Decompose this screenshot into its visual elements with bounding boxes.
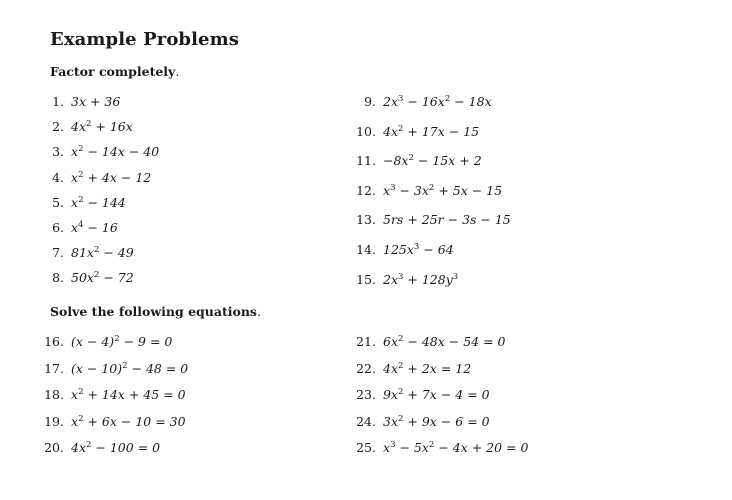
section-heading-factor — [50, 64, 179, 79]
problem-item — [36, 171, 151, 185]
problem-item — [36, 145, 159, 159]
problem-expression: $4x^2 + 17x - 15$ — [383, 123, 480, 139]
section-heading-text: Factor completely — [50, 64, 176, 79]
problem-expression: $6x^2 - 48x - 54 = 0$ — [383, 333, 506, 349]
problem-item — [348, 362, 471, 376]
problem-expression: $x^2 - 144$ — [71, 194, 126, 210]
problem-item — [36, 388, 186, 402]
problem-expression: $x^2 + 6x - 10 = 30$ — [71, 413, 186, 429]
problem-item — [348, 335, 506, 349]
problem-item — [348, 273, 458, 287]
problem-expression: $125x^3 - 64$ — [383, 241, 454, 257]
problem-item — [348, 415, 490, 429]
problem-item — [36, 441, 160, 455]
problem-number: 23. — [356, 387, 376, 403]
problem-number: 6. — [52, 220, 64, 235]
problem-number: 12. — [356, 182, 376, 198]
section-heading-text: Solve the following equations — [50, 304, 257, 319]
problem-item — [348, 154, 482, 168]
problem-item — [36, 415, 186, 429]
problem-number: 13. — [356, 212, 376, 228]
problem-expression: $(x - 10)^2 - 48 = 0$ — [71, 360, 189, 376]
problem-expression: $x^2 + 14x + 45 = 0$ — [71, 387, 186, 403]
problem-number: 20. — [44, 440, 64, 456]
page-title: Example Problems — [50, 29, 239, 50]
problem-expression: $3x^2 + 9x - 6 = 0$ — [383, 413, 490, 429]
problem-number: 25. — [356, 440, 376, 456]
problem-item — [348, 388, 490, 402]
problem-item — [36, 95, 120, 109]
problem-number: 17. — [44, 360, 64, 376]
problem-number: 11. — [356, 153, 376, 169]
problem-expression: 5rs + 25r − 3s − 15 — [383, 212, 511, 228]
problem-expression: $50x^2 - 72$ — [71, 270, 134, 286]
problem-item — [36, 221, 118, 235]
problem-item — [348, 184, 502, 198]
problem-item — [348, 125, 479, 139]
problem-item — [36, 271, 134, 285]
problem-item — [348, 441, 528, 455]
problem-expression: $x^3 - 3x^2 + 5x - 15$ — [383, 182, 503, 198]
problem-number: 7. — [52, 245, 64, 261]
problem-expression: $4x^2 + 2x = 12$ — [383, 360, 472, 376]
problem-expression: 3x + 36 — [71, 94, 121, 109]
problem-expression: $x^3 - 5x^2 - 4x + 20 = 0$ — [383, 440, 529, 456]
problem-expression: $4x^2 - 100 = 0$ — [71, 440, 161, 456]
problem-number: 18. — [44, 387, 64, 403]
problem-number: 19. — [44, 413, 64, 429]
problem-number: 21. — [356, 334, 376, 349]
problem-expression: $-8x^2 - 15x + 2$ — [383, 153, 482, 169]
problem-expression: $x^2 - 14x - 40$ — [71, 144, 160, 160]
problem-item — [36, 362, 188, 376]
problem-number: 5. — [52, 194, 64, 210]
problem-number: 15. — [356, 271, 376, 287]
problem-item — [36, 335, 172, 349]
problem-number: 16. — [44, 334, 64, 349]
problem-number: 8. — [52, 270, 64, 286]
problem-expression: $81x^2 - 49$ — [71, 245, 134, 261]
problem-expression: $9x^2 + 7x - 4 = 0$ — [383, 387, 490, 403]
problem-item — [348, 243, 454, 257]
problem-number: 24. — [356, 413, 376, 429]
problem-item — [348, 213, 511, 227]
section-heading-punct: . — [175, 64, 180, 79]
problem-expression: $4x^2 + 16x$ — [71, 119, 133, 135]
problem-expression: $(x - 4)^2 - 9 = 0$ — [71, 333, 173, 349]
problem-number: 1. — [52, 94, 64, 109]
problem-item — [348, 95, 492, 109]
problem-number: 3. — [52, 144, 64, 160]
section-heading-solve — [50, 304, 261, 319]
problem-expression: $2x^3 + 128y^3$ — [383, 271, 459, 287]
problem-expression: $x^2 + 4x - 12$ — [71, 169, 152, 185]
problem-expression: $x^4 - 16$ — [71, 219, 118, 235]
problem-expression: $2x^3 - 16x^2 - 18x$ — [383, 93, 492, 109]
problem-number: 14. — [356, 242, 376, 257]
problem-number: 22. — [356, 360, 376, 376]
problem-number: 10. — [356, 123, 376, 139]
problem-number: 4. — [52, 169, 64, 185]
problem-item — [36, 246, 134, 260]
problem-item — [36, 120, 133, 134]
section-heading-punct: . — [256, 304, 261, 319]
problem-item — [36, 196, 126, 210]
problem-number: 9. — [364, 94, 376, 109]
problem-number: 2. — [52, 119, 64, 135]
